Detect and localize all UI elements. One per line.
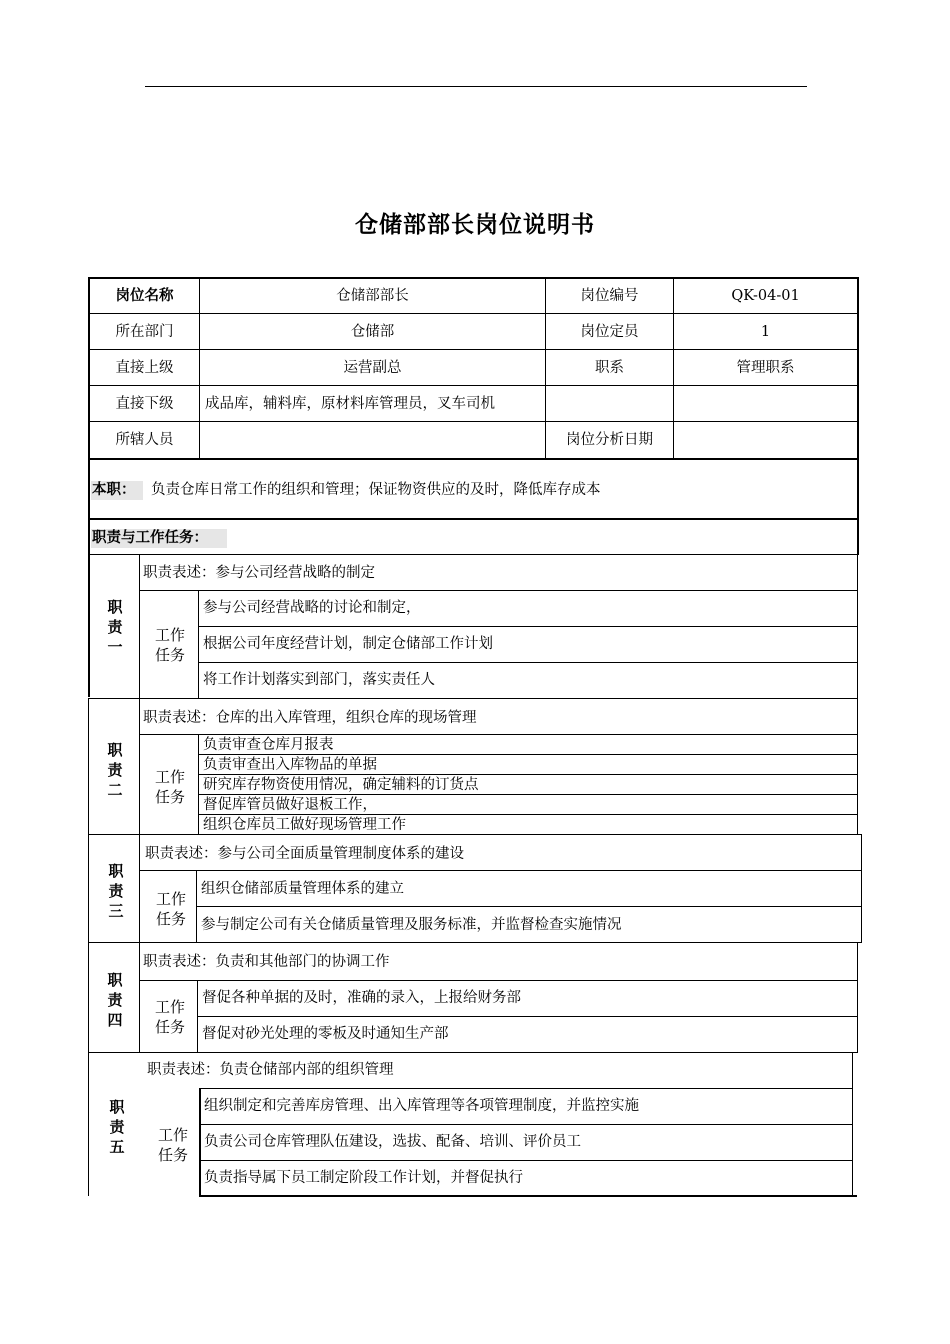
col-divider	[139, 698, 140, 834]
task-item: 组织仓库员工做好现场管理工作	[203, 817, 406, 833]
row-divider	[89, 518, 859, 520]
task-item: 负责指导属下员工制定阶段工作计划，并督促执行	[204, 1170, 523, 1186]
row-divider	[196, 906, 862, 907]
task-item: 根据公司年度经营计划，制定仓储部工作计划	[203, 636, 493, 652]
duty-title: 职 责 五	[109, 1098, 125, 1156]
task-item: 将工作计划落实到部门，落实责任人	[203, 672, 435, 688]
table-border	[88, 1052, 89, 1196]
task-item: 负责审查出入库物品的单据	[203, 757, 377, 773]
task-item: 督促对砂光处理的零板及时通知生产部	[202, 1026, 449, 1042]
duty-title: 职 责 一	[107, 598, 123, 656]
label-job-family: 职系	[595, 360, 624, 376]
table-border	[88, 698, 89, 834]
label-department: 所在部门	[115, 324, 174, 340]
row-divider	[198, 774, 858, 775]
row-divider	[197, 1016, 858, 1017]
value-position-name: 仓储部部长	[336, 288, 409, 304]
row-divider	[199, 1124, 853, 1125]
row-divider	[89, 385, 858, 386]
task-label: 工作 任务	[157, 1126, 188, 1164]
row-divider	[199, 1088, 853, 1089]
task-item: 督促库管员做好退板工作，	[203, 797, 377, 813]
table-border	[88, 277, 90, 697]
row-divider	[139, 734, 858, 735]
row-divider	[89, 942, 862, 943]
label-headcount: 岗位定员	[580, 324, 639, 340]
value-superior: 运营副总	[343, 360, 402, 376]
row-divider	[139, 870, 862, 871]
label-subordinates: 直接下级	[115, 396, 174, 412]
label-analysis-date: 岗位分析日期	[566, 432, 653, 448]
value-job-family: 管理职系	[736, 360, 795, 376]
label-staff: 所辖人员	[115, 432, 174, 448]
table-bottom	[199, 1195, 857, 1197]
row-divider	[89, 458, 859, 460]
row-divider	[198, 754, 858, 755]
row-divider	[139, 980, 858, 981]
duty-statement: 职责表述：参与公司经营战略的制定	[143, 565, 375, 581]
table-border	[88, 942, 89, 1052]
duty-title: 职 责 二	[107, 741, 123, 799]
value-subordinates: 成品库，辅料库，原材料库管理员，叉车司机	[205, 396, 495, 412]
page-title: 仓储部部长岗位说明书	[355, 212, 595, 238]
task-label: 工作 任务	[154, 626, 185, 664]
col-divider	[198, 590, 199, 698]
header-rule	[145, 86, 807, 87]
row-divider	[89, 698, 858, 699]
duty-statement: 职责表述：负责和其他部门的协调工作	[143, 954, 390, 970]
row-divider	[89, 349, 858, 350]
row-divider	[198, 814, 858, 815]
task-item: 督促各种单据的及时，准确的录入，上报给财务部	[202, 990, 521, 1006]
value-department: 仓储部	[350, 324, 395, 340]
task-item: 组织仓储部质量管理体系的建立	[201, 881, 404, 897]
row-divider	[89, 1052, 858, 1053]
col-divider	[139, 942, 140, 1052]
row-divider	[199, 1160, 853, 1161]
duty-statement: 职责表述：参与公司全面质量管理制度体系的建设	[145, 846, 464, 862]
row-divider	[89, 834, 862, 835]
task-item: 组织制定和完善库房管理、出入库管理等各项管理制度，并监控实施	[204, 1098, 639, 1114]
table-border	[89, 277, 859, 279]
col-divider	[198, 734, 199, 834]
label-superior: 直接上级	[115, 360, 174, 376]
task-item: 参与制定公司有关仓储质量管理及服务标准，并监督检查实施情况	[201, 917, 622, 933]
table-border	[88, 834, 89, 942]
task-item: 参与公司经营战略的讨论和制定，	[203, 600, 421, 616]
duty-title: 职 责 三	[108, 862, 124, 920]
col-divider	[139, 834, 140, 942]
duty-statement: 职责表述：仓库的出入库管理，组织仓库的现场管理	[143, 710, 477, 726]
task-label: 工作 任务	[154, 768, 185, 806]
value-position-code: QK-04-01	[731, 288, 800, 304]
table-border	[857, 277, 859, 555]
task-item: 负责审查仓库月报表	[203, 737, 334, 753]
duty-title: 职 责 四	[107, 971, 123, 1029]
label-position-name: 岗位名称	[115, 288, 174, 304]
row-divider	[139, 590, 858, 591]
task-item: 负责公司仓库管理队伍建设，选拔、配备、培训、评价员工	[204, 1134, 581, 1150]
task-label: 工作 任务	[154, 998, 185, 1036]
section-label: 职责与工作任务：	[92, 530, 208, 546]
duty-summary-label: 本职：	[92, 482, 136, 498]
table-border	[857, 942, 858, 1052]
col-divider	[139, 554, 140, 698]
duty-summary-text: 负责仓库日常工作的组织和管理；保证物资供应的及时，降低库存成本	[151, 482, 601, 498]
duty-statement: 职责表述：负责仓储部内部的组织管理	[147, 1062, 394, 1078]
row-divider	[198, 626, 858, 627]
task-item: 研究库存物资使用情况，确定辅料的订货点	[203, 777, 479, 793]
col-divider	[199, 1088, 201, 1196]
row-divider	[89, 313, 858, 314]
task-label: 工作 任务	[155, 890, 186, 928]
table-border	[861, 834, 862, 942]
value-headcount: 1	[760, 324, 771, 340]
row-divider	[198, 662, 858, 663]
label-position-code: 岗位编号	[580, 288, 639, 304]
row-divider	[198, 794, 858, 795]
row-divider	[89, 421, 858, 422]
row-divider	[89, 554, 858, 555]
